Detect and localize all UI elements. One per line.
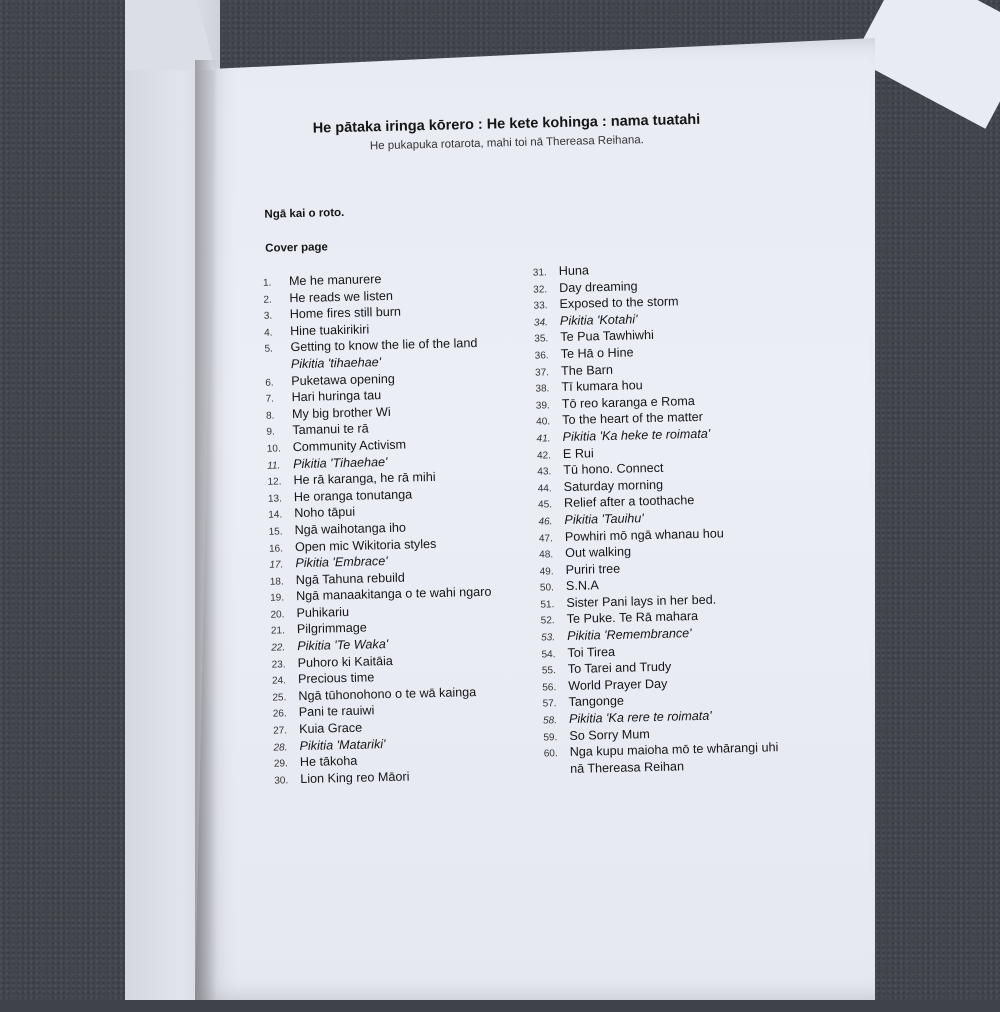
contents-column-left xyxy=(263,269,496,788)
contents-item-title: Day dreaming xyxy=(559,278,638,295)
contents-item-title: Ngā manaakitanga o te wahi ngaro xyxy=(295,584,492,604)
contents-item-title: He rā karanga, he rā mihi xyxy=(293,470,436,488)
contents-item-number: 41. xyxy=(536,433,551,445)
contents-item-number: 44. xyxy=(537,482,552,495)
contents-item-number: 22. xyxy=(271,642,286,654)
contents-item-number: 19. xyxy=(270,592,285,604)
contents-item-title: Sister Pani lays in her bed. xyxy=(566,592,717,610)
contents-item-number: 50. xyxy=(539,582,555,594)
contents-item-number: 13. xyxy=(267,493,282,505)
contents-item-number: 17. xyxy=(269,559,284,571)
contents-item-title: Toi Tirea xyxy=(567,644,616,660)
contents-item-title: Precious time xyxy=(297,670,375,687)
contents-item-number: 42. xyxy=(536,449,552,462)
contents-item-title: Hine tuakirikiri xyxy=(289,322,370,338)
contents-item-number: 37. xyxy=(534,366,550,379)
contents-item-number: 58. xyxy=(542,715,558,727)
contents-item-title: Te Hā o Hine xyxy=(560,345,634,362)
contents-item-title: Pikitia 'tihaehae' xyxy=(290,355,382,372)
contents-item-number: 9. xyxy=(266,426,275,439)
contents-item-number: 53. xyxy=(541,632,556,644)
contents-item-title: Lion King reo Māori xyxy=(300,769,410,786)
contents-item-number: 3. xyxy=(263,310,273,322)
contents-item-title: Huna xyxy=(558,263,590,279)
contents-item-title: Pani te rauiwi xyxy=(298,703,375,720)
contents-item-title: E Rui xyxy=(562,445,594,461)
contents-heading: Ngā kai o roto. xyxy=(264,206,345,221)
contents-item-title: Community Activism xyxy=(292,437,407,455)
contents-item-title: Puriri tree xyxy=(565,561,621,577)
contents-item-number: 16. xyxy=(268,542,284,555)
contents-item-title: So Sorry Mum xyxy=(569,726,650,743)
contents-item-number: 36. xyxy=(534,350,549,362)
contents-item-title: To the heart of the matter xyxy=(562,410,704,428)
contents-item-number: 31. xyxy=(532,267,547,279)
contents-item-number: 11. xyxy=(267,459,281,472)
contents-item-number: 30. xyxy=(274,775,289,787)
contents-item-title: Pikitia 'Tauihu' xyxy=(564,511,644,527)
contents-item-number: 40. xyxy=(536,416,551,428)
contents-item-number: 43. xyxy=(537,466,552,478)
cover-page-label: Cover page xyxy=(265,241,328,255)
contents-item-number: 14. xyxy=(268,509,283,522)
contents-item-title: Me he manurere xyxy=(288,272,382,289)
contents-item-title: Open mic Wikitoria styles xyxy=(294,536,437,554)
contents-item-title: Hari huringa tau xyxy=(291,388,382,405)
contents-item-number: 59. xyxy=(543,731,558,744)
contents-item-number: 4. xyxy=(264,327,273,339)
contents-item-title: Nga kupu maioha mō te whārangi uhi xyxy=(569,740,779,760)
contents-item-title: Kuia Grace xyxy=(298,720,363,737)
contents-item-title: World Prayer Day xyxy=(568,676,668,693)
contents-item-title: Saturday morning xyxy=(563,477,664,494)
contents-item-title: Tangonge xyxy=(568,694,625,710)
contents-column-right xyxy=(533,258,779,778)
contents-item-number: 52. xyxy=(540,615,555,628)
contents-item-title: Pilgrimmage xyxy=(296,620,368,637)
contents-item-title: The Barn xyxy=(560,362,614,378)
contents-item-number: 47. xyxy=(538,532,553,545)
contents-item-number: 39. xyxy=(535,400,550,412)
contents-item-title: My big brother Wi xyxy=(291,404,391,421)
contents-item-title: Pikitia 'Ka rere te roimata' xyxy=(568,708,712,726)
contents-item-number: 21. xyxy=(270,625,285,638)
contents-item-number: 2. xyxy=(263,294,272,306)
contents-item-number: 10. xyxy=(266,443,281,455)
contents-item-number: 55. xyxy=(541,665,556,677)
contents-item-title: Noho tāpui xyxy=(294,505,356,521)
contents-item-number: 24. xyxy=(271,675,287,687)
contents-item-title: nā Thereasa Reihan xyxy=(569,759,685,776)
contents-item-number: 26. xyxy=(272,708,287,721)
contents-item-title: He reads we listen xyxy=(289,288,394,305)
contents-item-number: 1. xyxy=(262,277,272,289)
contents-item-title: Ngā tūhonohono o te wā kainga xyxy=(298,684,477,703)
contents-item-number: 6. xyxy=(265,377,274,389)
contents-item-number: 49. xyxy=(539,565,554,578)
contents-item-title: Tī kumara hou xyxy=(561,378,643,395)
contents-item-title: Pikitia 'Ka heke te roimata' xyxy=(562,426,711,444)
contents-item-title: Pikitia 'Matariki' xyxy=(299,736,386,753)
contents-item-title: He tākoha xyxy=(299,753,358,770)
contents-item-title: Pikitia 'Te Waka' xyxy=(297,637,389,654)
contents-item-title: Puhoro ki Kaitāia xyxy=(297,653,393,670)
contents-item-number: 25. xyxy=(272,692,287,704)
contents-item-number: 28. xyxy=(273,741,288,754)
contents-item-title: Tū hono. Connect xyxy=(563,460,664,478)
contents-item-title: Relief after a toothache xyxy=(563,493,695,511)
contents-item-number: 56. xyxy=(542,682,557,694)
contents-item-title: Pikitia 'Kotahi' xyxy=(559,312,638,328)
contents-item-number: 51. xyxy=(540,599,555,611)
contents-item-title: Pikitia 'Tihaehae' xyxy=(292,454,388,471)
contents-item-number: 33. xyxy=(533,300,548,312)
contents-item-title: Powhiri mō ngā whanau hou xyxy=(564,525,724,544)
contents-item-number: 29. xyxy=(273,758,288,770)
contents-item-number: 54. xyxy=(541,648,556,661)
contents-item-number: 5. xyxy=(264,343,273,356)
contents-item-title: Ngā waihotanga iho xyxy=(294,520,407,538)
contents-item-number: 12. xyxy=(267,476,282,488)
contents-item-number: 15. xyxy=(268,526,283,538)
contents-item-title: To Tarei and Trudy xyxy=(567,659,672,677)
contents-item-number: 57. xyxy=(542,698,557,710)
contents-item-number: 38. xyxy=(535,383,550,395)
contents-item-title: S.N.A xyxy=(565,578,600,594)
document-title: He pātaka iringa kōrero : He kete kohinga : nama tuatahi xyxy=(312,111,701,137)
contents-item-title: Puketawa opening xyxy=(291,371,396,388)
contents-item-title: Exposed to the storm xyxy=(559,294,679,312)
contents-item-title: Tō reo karanga e Roma xyxy=(561,393,695,411)
contents-item-number: 45. xyxy=(538,499,553,511)
contents-item-title: Out walking xyxy=(565,544,632,561)
contents-item-title: He oranga tonutanga xyxy=(293,487,413,504)
contents-item-title: Pikitia 'Embrace' xyxy=(295,554,388,571)
contents-item-number: 34. xyxy=(533,317,549,329)
contents-item-title: Puhikariu xyxy=(296,604,350,620)
contents-item-title: Ngā Tahuna rebuild xyxy=(295,570,405,587)
contents-item-number: 18. xyxy=(269,576,284,588)
contents-item-title: Home fires still burn xyxy=(289,304,402,322)
contents-item-number: 48. xyxy=(539,549,554,561)
contents-item-number: 32. xyxy=(533,283,548,296)
contents-item-number: 27. xyxy=(273,725,288,737)
contents-item-number: 20. xyxy=(270,609,285,621)
contents-item-number: 35. xyxy=(534,333,549,346)
contents-item-title: Te Pua Tawhiwhi xyxy=(560,328,655,345)
contents-item-title: Te Puke. Te Rā mahara xyxy=(566,609,699,627)
contents-item-number: 7. xyxy=(265,393,275,405)
contents-item-title: Pikitia 'Remembrance' xyxy=(566,626,692,644)
document-subtitle: He pukapuka rotarota, mahi toi nā Thereasa Reihana. xyxy=(369,134,645,153)
contents-item-title: Tamanui te rā xyxy=(292,421,369,438)
contents-item-number: 8. xyxy=(265,410,275,422)
contents-item-number: 23. xyxy=(271,659,286,671)
contents-item-title: Getting to know the lie of the land xyxy=(290,336,478,355)
contents-item-number: 60. xyxy=(543,748,558,760)
contents-item-number: 46. xyxy=(538,516,553,528)
